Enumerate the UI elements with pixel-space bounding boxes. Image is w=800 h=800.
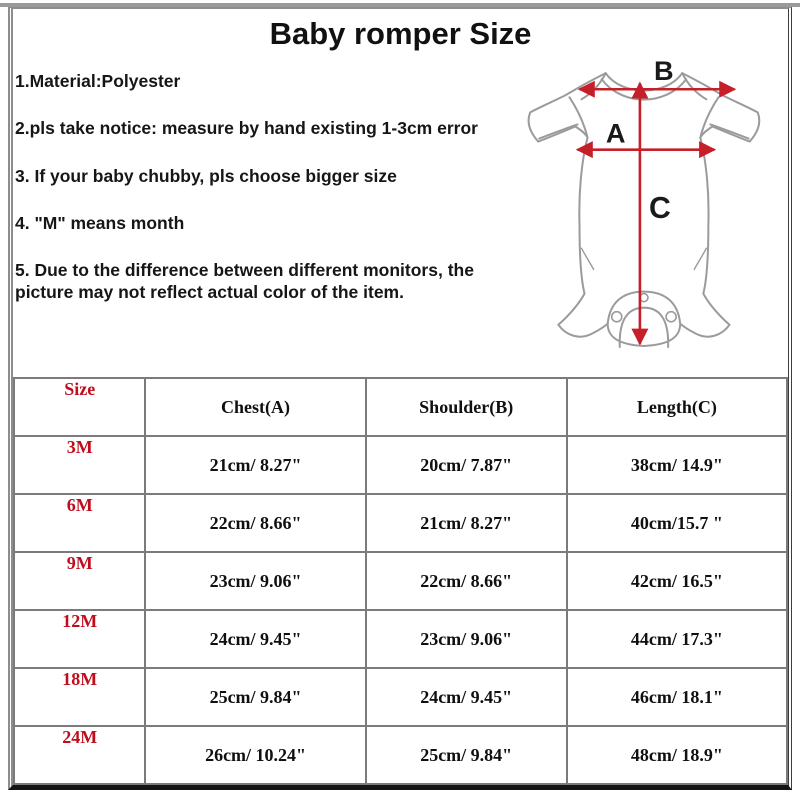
size-label: 6M bbox=[14, 494, 145, 552]
size-label: 12M bbox=[14, 610, 145, 668]
table-header-row bbox=[14, 378, 787, 436]
chest-value: 25cm/ 9.84" bbox=[145, 668, 365, 726]
label-shoulder-b: B bbox=[654, 55, 674, 87]
upper-section bbox=[13, 52, 788, 377]
length-value: 40cm/15.7 " bbox=[567, 494, 787, 552]
page-title: Baby romper Size bbox=[269, 16, 532, 51]
col-header-length: Length(C) bbox=[567, 378, 787, 436]
table-row-12m bbox=[14, 610, 787, 668]
table-row-24m bbox=[14, 726, 787, 784]
chest-value: 22cm/ 8.66" bbox=[145, 494, 365, 552]
length-value: 46cm/ 18.1" bbox=[567, 668, 787, 726]
table-row-9m bbox=[14, 552, 787, 610]
content-frame bbox=[8, 7, 792, 790]
shoulder-value: 21cm/ 8.27" bbox=[366, 494, 567, 552]
chest-value: 24cm/ 9.45" bbox=[145, 610, 365, 668]
romper-diagram bbox=[520, 52, 788, 377]
note-material: 1.Material:Polyester bbox=[15, 71, 181, 91]
table-row-3m bbox=[14, 436, 787, 494]
garment-outline-group bbox=[529, 73, 760, 347]
col-header-size: Size bbox=[14, 378, 145, 436]
note-measure-error: 2.pls take notice: measure by hand existing 1-3cm error bbox=[15, 118, 478, 139]
col-header-chest: Chest(A) bbox=[145, 378, 365, 436]
size-label: 18M bbox=[14, 668, 145, 726]
shoulder-value: 25cm/ 9.84" bbox=[366, 726, 567, 784]
note-chubby: 3. If your baby chubby, pls choose bigger size bbox=[15, 165, 397, 186]
size-table bbox=[13, 377, 788, 785]
length-value: 38cm/ 14.9" bbox=[567, 436, 787, 494]
chest-value: 26cm/ 10.24" bbox=[145, 726, 365, 784]
chest-value: 21cm/ 8.27" bbox=[145, 436, 365, 494]
length-value: 42cm/ 16.5" bbox=[567, 552, 787, 610]
label-chest-a: A bbox=[605, 117, 626, 149]
shoulder-value: 22cm/ 8.66" bbox=[366, 552, 567, 610]
baby-romper-icon bbox=[520, 52, 788, 354]
label-length-c: C bbox=[648, 192, 671, 226]
table-row-6m bbox=[14, 494, 787, 552]
size-label: 3M bbox=[14, 436, 145, 494]
size-label: 9M bbox=[14, 552, 145, 610]
shoulder-value: 20cm/ 7.87" bbox=[366, 436, 567, 494]
shoulder-value: 23cm/ 9.06" bbox=[366, 610, 567, 668]
note-monitor-color: 5. Due to the difference between different monitors, the picture may not reflect actual color of the item. bbox=[15, 260, 474, 302]
length-value: 48cm/ 18.9" bbox=[567, 726, 787, 784]
size-label: 24M bbox=[14, 726, 145, 784]
chest-value: 23cm/ 9.06" bbox=[145, 552, 365, 610]
length-value: 44cm/ 17.3" bbox=[567, 610, 787, 668]
col-header-shoulder: Shoulder(B) bbox=[366, 378, 567, 436]
note-month: 4. "M" means month bbox=[15, 213, 185, 234]
table-row-18m bbox=[14, 668, 787, 726]
shoulder-value: 24cm/ 9.45" bbox=[366, 668, 567, 726]
notes-list bbox=[13, 52, 520, 377]
